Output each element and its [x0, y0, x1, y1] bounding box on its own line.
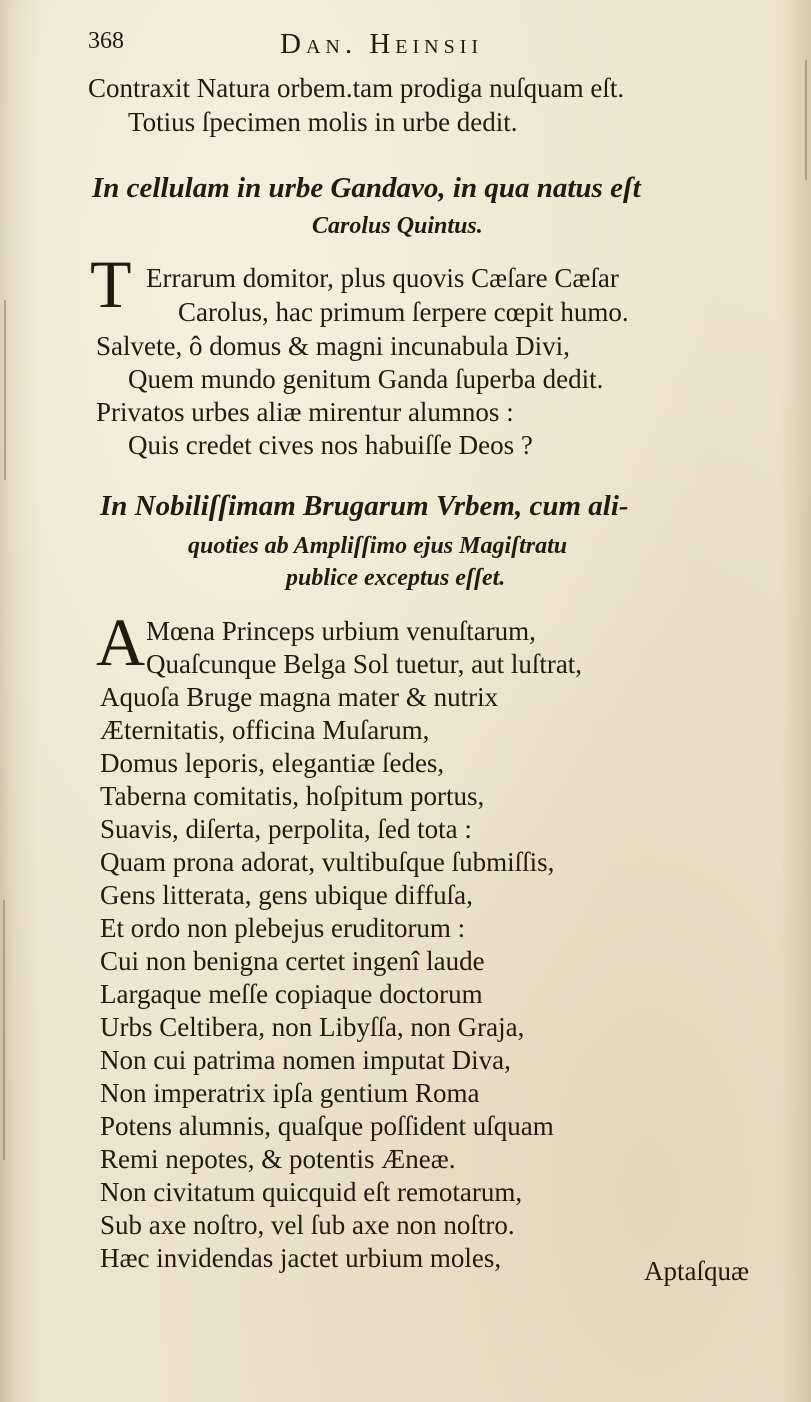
page-edge-shadow	[4, 300, 6, 480]
verse-line: Quam prona adorat, vultibuſque ſubmiſſis,	[100, 847, 555, 877]
verse-line: Et ordo non plebejus eruditorum :	[100, 913, 466, 943]
verse-line: Salvete, ô domus & magni incunabula Divi,	[96, 331, 570, 361]
verse-line: Totius ſpecimen molis in urbe dedit.	[128, 107, 518, 137]
verse-line: Domus leporis, elegantiæ ſedes,	[100, 748, 445, 778]
verse-line: Aquoſa Bruge magna mater & nutrix	[100, 682, 499, 712]
poem2-dropcap: A	[96, 604, 146, 680]
page-edge-shadow	[805, 60, 807, 180]
verse-line: Æternitatis, officina Muſarum,	[100, 715, 430, 745]
catchword: Aptaſquæ	[644, 1256, 749, 1286]
running-head-title: Dan. Heinsii	[280, 28, 484, 60]
verse-line: Remi nepotes, & potentis Æneæ.	[100, 1144, 456, 1174]
poem2-title-line3: publice exceptus eſſet.	[286, 565, 506, 591]
verse-line: Potens alumnis, quaſque poſſident uſquam	[100, 1111, 554, 1141]
verse-line: Quaſcunque Belga Sol tuetur, aut luſtrat,	[146, 649, 583, 679]
poem1-title-line2: Carolus Quintus.	[312, 213, 483, 239]
verse-line: Sub axe noſtro, vel ſub axe non noſtro.	[100, 1210, 515, 1240]
verse-line: Hæc invidendas jactet urbium moles,	[100, 1243, 502, 1273]
verse-line: Privatos urbes aliæ mirentur alumnos :	[96, 397, 514, 427]
verse-line: Suavis, diſerta, perpolita, ſed tota :	[100, 814, 472, 844]
verse-line: Gens litterata, gens ubique diffuſa,	[100, 880, 473, 910]
verse-line: Non imperatrix ipſa gentium Roma	[100, 1078, 480, 1108]
verse-line: Contraxit Natura orbem.tam prodiga nuſquam eſt.	[88, 73, 625, 103]
verse-line: Taberna comitatis, hoſpitum portus,	[100, 781, 485, 811]
poem1-title: In cellulam in urbe Gandavo, in qua natus eſt	[92, 172, 641, 204]
verse-line: Largaque meſſe copiaque doctorum	[100, 979, 483, 1009]
verse-line: Mœna Princeps urbium venuſtarum,	[146, 616, 536, 646]
poem2-title: In Nobiliſſimam Brugarum Vrbem, cum ali-	[100, 490, 629, 522]
poem1-dropcap: T	[90, 246, 132, 322]
verse-line: Errarum domitor, plus quovis Cæſare Cæſar	[146, 263, 619, 293]
page-edge-shadow	[3, 900, 5, 1160]
verse-line: Cui non benigna certet ingenî laude	[100, 946, 485, 976]
poem2-title-line2: quoties ab Ampliſſimo ejus Magiſtratu	[188, 533, 568, 559]
running-head	[88, 28, 788, 72]
verse-line: Quis credet cives nos habuiſſe Deos ?	[128, 430, 533, 460]
verse-line: Non cui patrima nomen imputat Diva,	[100, 1045, 511, 1075]
verse-line: Quem mundo genitum Ganda ſuperba dedit.	[128, 364, 604, 394]
verse-line: Urbs Celtibera, non Libyſſa, non Graja,	[100, 1012, 525, 1042]
verse-line: Non civitatum quicquid eſt remotarum,	[100, 1177, 523, 1207]
verse-line: Carolus, hac primum ſerpere cœpit humo.	[178, 297, 629, 327]
page-number: 368	[88, 28, 124, 54]
